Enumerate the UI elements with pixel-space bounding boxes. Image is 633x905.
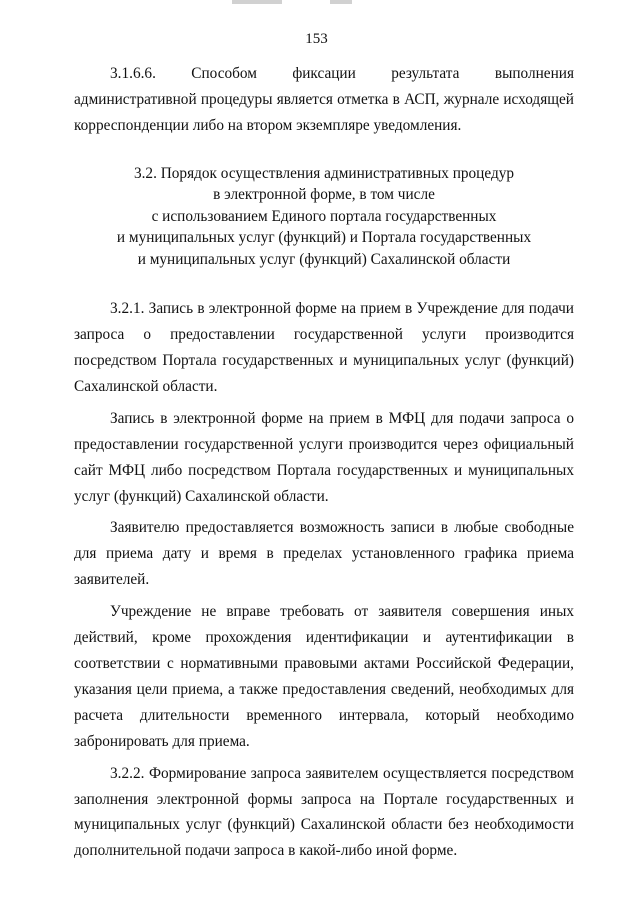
heading-line: в электронной форме, в том числе <box>213 186 435 204</box>
heading-line: и муниципальных услуг (функций) и Портала государственных <box>116 229 532 247</box>
page-number: 153 <box>305 31 328 47</box>
paragraph-applicant-choice: Заявителю предоставляется возможность записи в любые свободные для приема дату и время в пределах установленного графика приема заявителей. <box>74 519 574 589</box>
paragraph-mfc-record: Запись в электронной форме на прием в МФЦ для подачи запроса о предоставлении государственной услуги производится через официальный сайт МФЦ либо посредством Портала государственных и муниципальных услуг (функций) Сахалинской области. <box>74 409 574 505</box>
heading-line: и муниципальных услуг (функций) Сахалинской области <box>137 250 511 268</box>
paragraph-3-1-6-6: 3.1.6.6. Способом фиксации результата выполнения административной процедуры является отметка в АСП, журнале исходящей корреспонденции либо на втором экземпляре уведомления. <box>74 65 574 134</box>
scan-artifact <box>330 0 352 4</box>
paragraph-institution-restrictions: Учреждение не вправе требовать от заявителя совершения иных действий, кроме прохождения идентификации и аутентификации в соответствии с нормативными правовыми актами Российской Федерации, указания цели приема, а также предоставления сведений, необходимых для расчета длительности временного интервала, который необходимо забронировать для приема. <box>74 603 574 750</box>
paragraph-3-2-1: 3.2.1. Запись в электронной форме на прием в Учреждение для подачи запроса о предоставлении государственной услуги производится посредством Портала государственных и муниципальных услуг (функций) Сахалинской области. <box>74 300 574 395</box>
paragraph-3-2-2: 3.2.2. Формирование запроса заявителем осуществляется посредством заполнения электронной формы запроса на Портале государственных и муниципальных услуг (функций) Сахалинской области без необходимости дополнительной подачи запроса в какой-либо иной форме. <box>74 764 574 860</box>
scan-artifact <box>232 0 282 4</box>
section-heading-3-2 <box>74 163 574 271</box>
heading-line: 3.2. Порядок осуществления административных процедур <box>133 164 515 182</box>
document-body <box>74 61 574 864</box>
heading-line: с использованием Единого портала государственных <box>151 207 497 225</box>
